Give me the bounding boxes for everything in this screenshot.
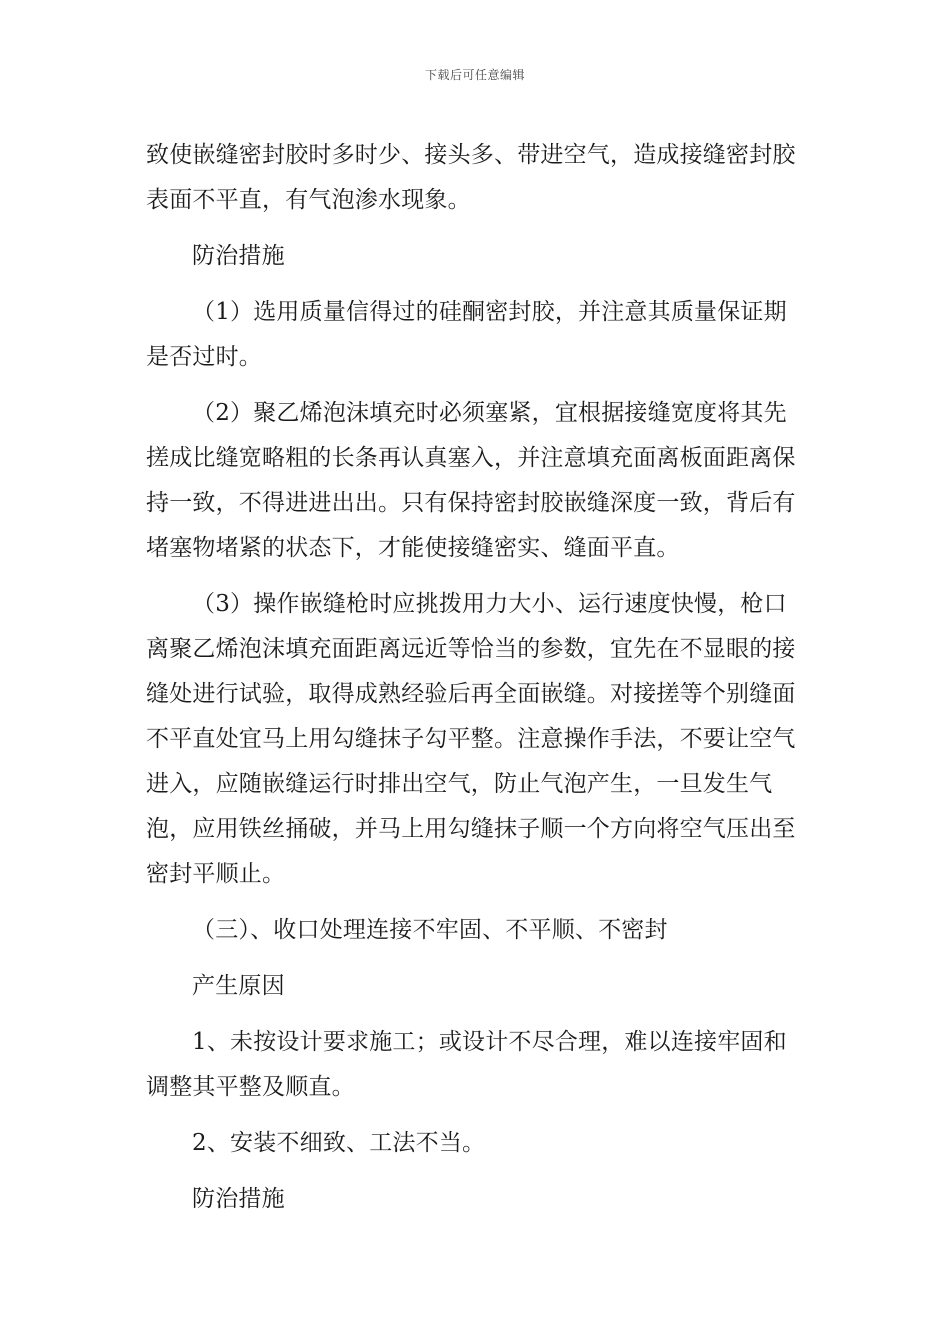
- paragraph-continuation: 致使嵌缝密封胶时多时少、接头多、带进空气，造成接缝密封胶表面不平直，有气泡渗水现象。: [146, 142, 796, 213]
- section-heading-3: （三）、收口处理连接不牢固、不平顺、不密封: [192, 917, 668, 943]
- paragraph-measure-2: （2）聚乙烯泡沫填充时必须塞紧，宜根据接缝宽度将其先搓成比缝宽略粗的长条再认真塞入，并注意填充面离板面距离保持一致，不得进进出出。只有保持密封胶嵌缝深度一致，背后有堵塞物堵紧的状态下，才能使接缝密实、缝面平直。: [146, 400, 796, 561]
- heading-causes: 产生原因: [192, 973, 285, 999]
- heading-prevention-measures: 防治措施: [192, 243, 285, 269]
- heading-prevention-measures-2: 防治措施: [192, 1186, 285, 1212]
- paragraph-cause-2: 2、安装不细致、工法不当。: [192, 1130, 486, 1156]
- document-body: [146, 133, 810, 1233]
- paragraph-measure-1: （1）选用质量信得过的硅酮密封胶，并注意其质量保证期是否过时。: [146, 299, 787, 370]
- paragraph-cause-1: 1、未按设计要求施工；或设计不尽合理，难以连接牢固和调整其平整及顺直。: [146, 1029, 787, 1100]
- paragraph-measure-3: （3）操作嵌缝枪时应挑拨用力大小、运行速度快慢，枪口离聚乙烯泡沫填充面距离远近等恰当的参数，宜先在不显眼的接缝处进行试验，取得成熟经验后再全面嵌缝。对接搓等个别缝面不平直处宜马上用勾缝抹子勾平整。注意操作手法，不要让空气进入，应随嵌缝运行时排出空气，防止气泡产生，一旦发生气泡，应用铁丝捅破，并马上用勾缝抹子顺一个方向将空气压出至密封平顺止。: [146, 591, 796, 887]
- page-header: 下载后可任意编辑: [424, 68, 525, 82]
